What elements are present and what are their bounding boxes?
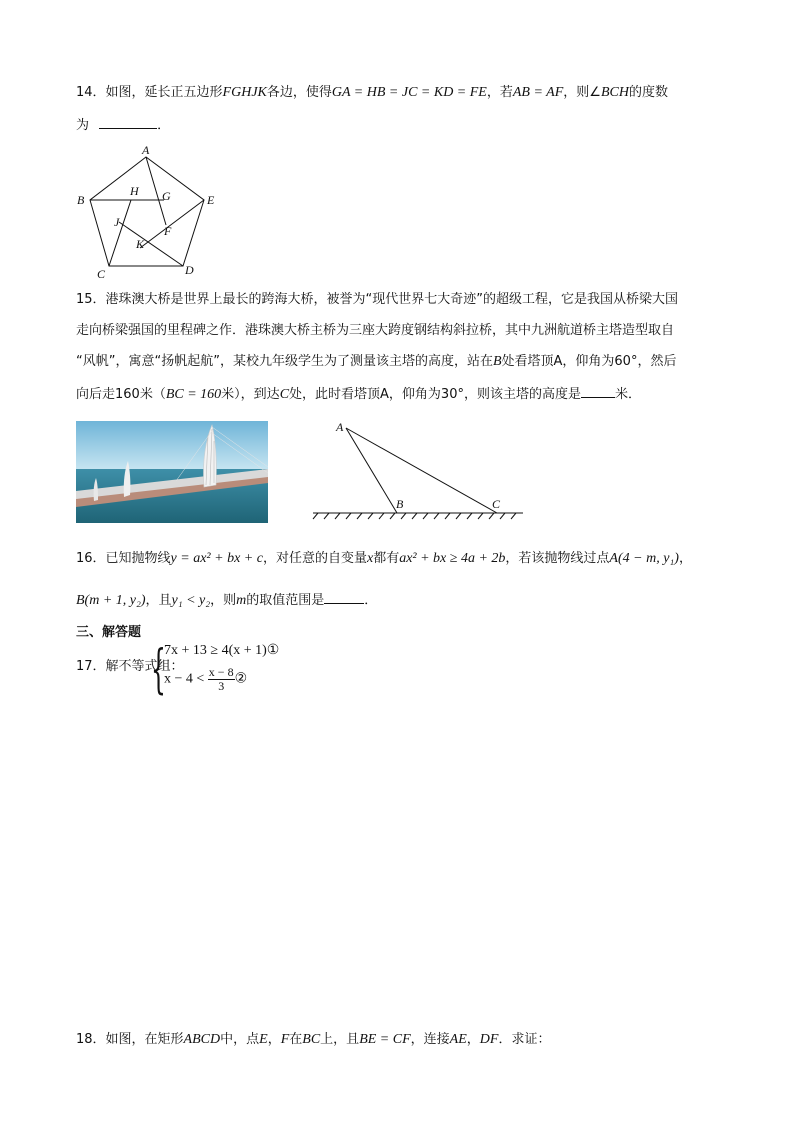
label-K: K — [136, 237, 145, 251]
answer-blank-15[interactable] — [581, 385, 615, 398]
label-A: A — [336, 420, 344, 434]
q16-line-1: 16．已知抛物线y = ax² + bx + c，对任意的自变量x都有ax² + bx ≥ 4a + 2b，若该抛物线过点A(4 − m, y₁)， — [76, 551, 692, 566]
bridge-photo — [76, 421, 268, 523]
q18-line-1: 18．如图，在矩形ABCD中，点E，F在BC上，且BE = CF，连接AE，DF．求证： — [76, 1032, 551, 1047]
answer-blank-16[interactable] — [324, 591, 364, 604]
q15-line-4: 向后走160米（BC = 160米），到达C处，此时看塔顶A，仰角为30°，则该主塔的高度是 米． — [76, 387, 641, 402]
elevation-figure — [305, 410, 530, 525]
q14-line-1: 14．如图，延长正五边形FGHJK各边，使得GA = HB = JC = KD = FE，若AB = AF，则∠BCH的度数 — [76, 85, 668, 100]
inequality-system — [151, 642, 341, 702]
label-D: D — [185, 263, 194, 277]
q15-line-3: “风帆”，寓意“扬帆起航”，某校九年级学生为了测量该主塔的高度，站在B处看塔顶A，仰角为60°，然后 — [76, 354, 677, 369]
left-brace: { — [151, 640, 166, 700]
pentagon-lines — [90, 157, 204, 266]
label-F: F — [164, 224, 172, 238]
condition: AB = AF — [512, 85, 564, 100]
fraction: $\frac{x - 8}{3}$ — [208, 665, 234, 693]
point-A: A(4 − m, y₁) — [609, 551, 679, 566]
segment-equalities: GA = HB = JC = KD = FE — [331, 85, 487, 100]
bc-length: BC = 160 — [165, 387, 222, 402]
q15-line-2: 走向桥梁强国的里程碑之作．港珠澳大桥主桥为三座大跨度钢结构斜拉桥，其中九洲航道桥主塔造型取自 — [76, 323, 675, 338]
q15-line-1: 15．港珠澳大桥是世界上最长的跨海大桥，被誉为“现代世界七大奇迹”的超级工程，它是我国从桥梁大国 — [76, 292, 679, 307]
label-H: H — [130, 184, 139, 198]
label-A: A — [142, 143, 150, 157]
comparison: y₁ < y₂ — [171, 593, 211, 608]
label-E: E — [207, 193, 215, 207]
label-C: C — [492, 497, 501, 511]
line-AC — [346, 428, 497, 513]
label-B: B — [396, 497, 404, 511]
ground-hatching — [313, 513, 516, 519]
pentagon-figure — [72, 140, 222, 280]
q17-label: 17．解不等式组： — [76, 659, 184, 674]
inequality: ax² + bx ≥ 4a + 2b — [399, 551, 506, 566]
q14-line-2: 为 ． — [76, 118, 171, 133]
inequality-2: x − 4 < $\frac{x - 8}{3}$ ② — [164, 665, 248, 693]
label-C: C — [97, 267, 106, 280]
q16-line-2: B(m + 1, y₂)，且y₁ < y₂，则m的取值范围是 ． — [76, 593, 378, 608]
label-G: G — [162, 189, 171, 203]
inequality-1: 7x + 13 ≥ 4(x + 1)① — [164, 643, 280, 658]
pentagon-name: FGHJK — [222, 85, 267, 100]
angle-name: BCH — [600, 85, 629, 100]
answer-blank-14[interactable] — [99, 116, 157, 129]
line-AB — [346, 428, 397, 513]
bridge-photo-illustration — [76, 421, 268, 523]
point-B: B(m + 1, y₂) — [76, 593, 146, 608]
parabola-equation: y = ax² + bx + c — [170, 551, 263, 566]
label-B: B — [77, 193, 85, 207]
label-J: J — [114, 215, 120, 229]
section-heading: 三、解答题 — [76, 625, 142, 640]
